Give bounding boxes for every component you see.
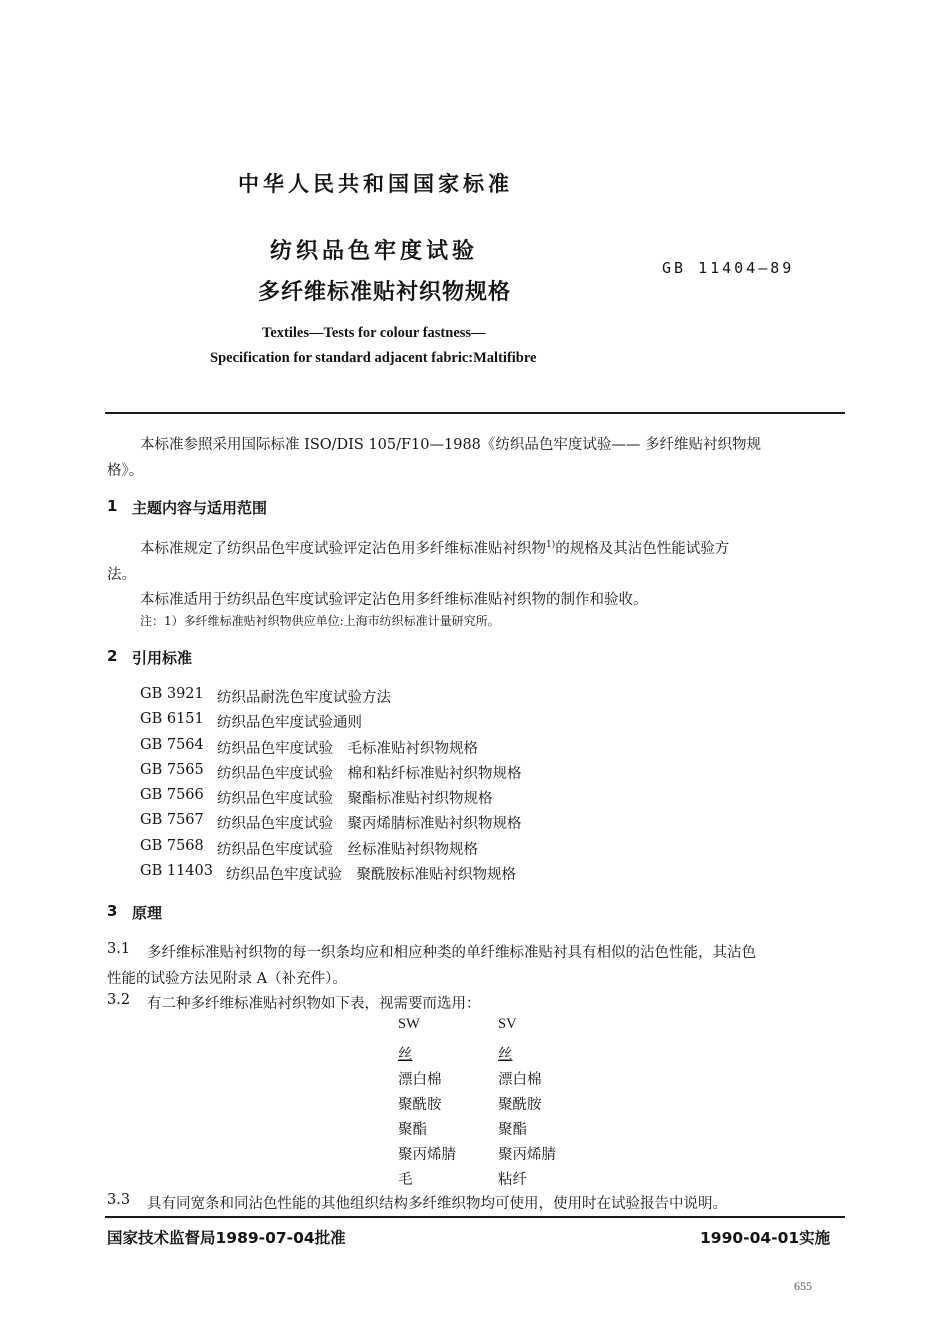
footer-divider <box>105 1216 845 1218</box>
table-cell: 毛 <box>398 1172 413 1188</box>
section1-heading: 主题内容与适用范围 <box>132 499 268 517</box>
intro-line2: 格》。 <box>107 463 144 479</box>
ref-code: GB 11403 <box>140 863 213 879</box>
clause-3-2-number: 3.2 <box>107 992 131 1008</box>
table-cell: 聚丙烯腈 <box>398 1147 456 1163</box>
table-cell: 聚酯 <box>498 1122 527 1138</box>
clause-3-2-text: 有二种多纤维标准贴衬织物如下表，视需要而选用： <box>147 996 481 1012</box>
ref-title: 纺织品色牢度试验 聚丙烯腈标准贴衬织物规格 <box>217 816 522 832</box>
section2-number: 2 <box>107 647 118 665</box>
ref-title: 纺织品色牢度试验 聚酯标准贴衬织物规格 <box>217 791 493 807</box>
english-title-line1: Textiles—Tests for colour fastness— <box>262 325 486 341</box>
effective-date: 1990-04-01实施 <box>700 1229 831 1247</box>
table-cell: 丝 <box>498 1047 513 1063</box>
document-title-line2: 多纤维标准贴衬织物规格 <box>258 280 512 305</box>
english-title-line2: Specification for standard adjacent fabric:Maltifibre <box>210 350 537 366</box>
ref-title: 纺织品耐洗色牢度试验方法 <box>217 690 391 706</box>
table-cell: 漂白棉 <box>498 1072 542 1088</box>
ref-title: 纺织品色牢度试验 丝标准贴衬织物规格 <box>217 842 478 858</box>
footnote-marker: 1) <box>546 540 556 551</box>
ref-title: 纺织品色牢度试验 聚酰胺标准贴衬织物规格 <box>226 867 516 883</box>
ref-code: GB 7568 <box>140 838 204 854</box>
section3-heading: 原理 <box>132 904 163 922</box>
table-cell: 粘纤 <box>498 1172 527 1188</box>
table-cell: 聚丙烯腈 <box>498 1147 556 1163</box>
clause-3-1-number: 3.1 <box>107 941 131 957</box>
table-cell: 聚酰胺 <box>498 1097 542 1113</box>
section1-footnote: 注：1）多纤维标准贴衬织物供应单位:上海市纺织标准计量研究所。 <box>140 614 500 628</box>
section1-number: 1 <box>107 497 118 515</box>
header-divider <box>105 412 845 414</box>
ref-title: 纺织品色牢度试验 毛标准贴衬织物规格 <box>217 741 478 757</box>
table-cell: 聚酰胺 <box>398 1097 442 1113</box>
table-header-sv: SV <box>498 1016 517 1032</box>
table-cell: 丝 <box>398 1047 413 1063</box>
ref-code: GB 7566 <box>140 787 204 803</box>
clause-3-3-text: 具有同宽条和同沾色性能的其他组织结构多纤维织物均可使用，使用时在试验报告中说明。 <box>147 1196 727 1212</box>
clause-3-1-line1: 多纤维标准贴衬织物的每一织条均应和相应种类的单纤维标准贴衬具有相似的沾色性能，其沾色 <box>147 945 756 961</box>
section2-heading: 引用标准 <box>132 649 193 667</box>
table-cell: 漂白棉 <box>398 1072 442 1088</box>
section1-paragraph1-line2: 法。 <box>107 567 136 583</box>
clause-3-3-number: 3.3 <box>107 1192 131 1208</box>
section3-number: 3 <box>107 902 118 920</box>
table-header-sw: SW <box>398 1016 420 1032</box>
section1-p1-text-b: 的规格及其沾色性能试验方 <box>555 541 730 557</box>
national-standard-heading: 中华人民共和国国家标准 <box>238 172 513 196</box>
clause-3-1-line2: 性能的试验方法见附录 A（补充件）。 <box>107 971 347 987</box>
ref-title: 纺织品色牢度试验通则 <box>217 715 362 731</box>
document-title-line1: 纺织品色牢度试验 <box>270 239 479 264</box>
ref-title: 纺织品色牢度试验 棉和粘纤标准贴衬织物规格 <box>217 766 522 782</box>
ref-code: GB 6151 <box>140 711 204 727</box>
ref-code: GB 3921 <box>140 686 204 702</box>
table-cell: 聚酯 <box>398 1122 427 1138</box>
page-number: 655 <box>794 1279 812 1293</box>
approval-line: 国家技术监督局1989-07-04批准 <box>107 1229 346 1247</box>
intro-line1: 本标准参照采用国际标准 ISO/DIS 105/F10—1988《纺织品色牢度试验—— 多纤维贴衬织物规 <box>140 437 762 453</box>
standard-code: GB 11404—89 <box>662 259 795 277</box>
section1-paragraph2: 本标准适用于纺织品色牢度试验评定沾色用多纤维标准贴衬织物的制作和验收。 <box>140 592 648 608</box>
ref-code: GB 7567 <box>140 812 204 828</box>
ref-code: GB 7565 <box>140 762 204 778</box>
ref-code: GB 7564 <box>140 737 204 753</box>
section1-paragraph1-line1 <box>140 537 729 558</box>
section1-p1-text-a: 本标准规定了纺织品色牢度试验评定沾色用多纤维标准贴衬织物 <box>140 541 546 557</box>
